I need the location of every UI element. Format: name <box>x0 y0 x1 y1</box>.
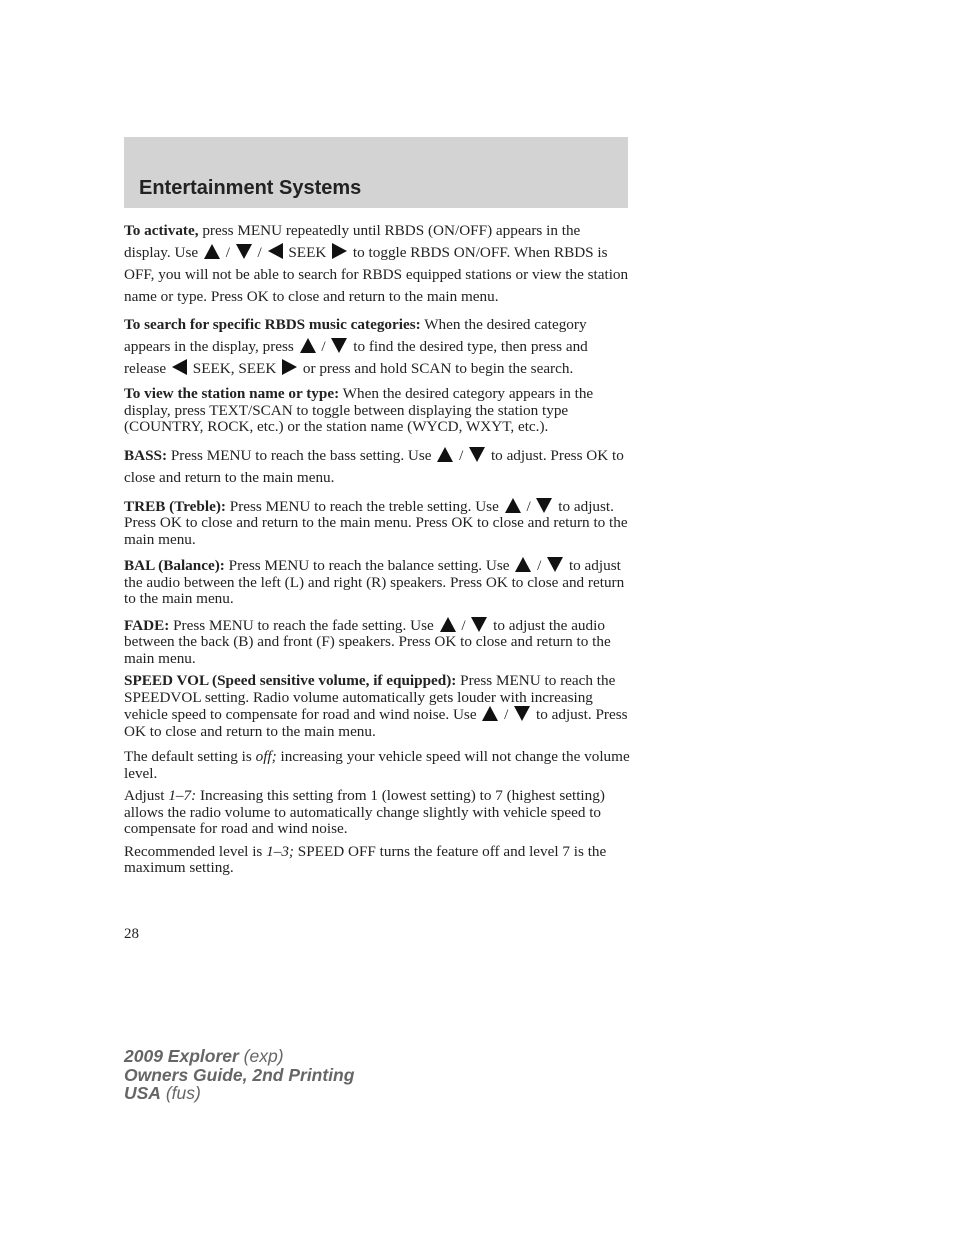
search-text-4: or press and hold SCAN to begin the search. <box>299 360 574 377</box>
speedvol-text-1: Press MENU to reach the SPEEDVOL setting. Radio volume automatically gets louder with increasing vehicle speed to compensate for road and wind noise. Use <box>124 672 616 723</box>
treb-label: TREB (Treble): <box>124 497 226 515</box>
adjust-text-2: Increasing this setting from 1 (lowest setting) to 7 (highest setting) allows the radio volume to automatically change slightly with vehicle speed to compensate for road and wind noise. <box>124 787 605 837</box>
footer <box>124 1047 354 1103</box>
search-text-1: When the desired category appears in the display, press <box>124 316 587 355</box>
paragraph-treb <box>124 498 630 549</box>
paragraph-fade <box>124 617 630 668</box>
default-em: off; <box>255 748 277 765</box>
arrow-up-icon <box>437 447 453 462</box>
arrow-down-icon <box>236 244 252 259</box>
slash: / <box>317 338 330 355</box>
speedvol-label: SPEED VOL (Speed sensitive volume, if equipped): <box>124 672 457 689</box>
arrow-up-icon <box>505 498 521 513</box>
arrow-left-icon <box>268 243 283 259</box>
footer-model-code: (exp) <box>238 1046 284 1066</box>
paragraph-search <box>124 314 630 380</box>
arrow-up-icon <box>440 617 456 632</box>
fade-label: FADE: <box>124 616 170 634</box>
page-number: 28 <box>124 926 139 942</box>
footer-line-1 <box>124 1047 354 1066</box>
fade-text-2: to adjust the audio between the back (B) and front (F) speakers. Press OK to close and return to the main menu. <box>124 616 611 667</box>
default-text-2: increasing your vehicle speed will not change the volume level. <box>124 748 630 782</box>
view-text-1: When the desired category appears in the display, press TEXT/SCAN to toggle between displaying the station type (COUNTRY, ROCK, etc.) or the station name (WYCD, WXYT, etc.). <box>124 385 594 435</box>
arrow-down-icon <box>536 498 552 513</box>
slash: / <box>457 616 470 634</box>
arrow-up-icon <box>300 338 316 353</box>
search-label: To search for specific RBDS music categories: <box>124 316 421 333</box>
arrow-down-icon <box>547 557 563 572</box>
arrow-down-icon <box>514 706 530 721</box>
bass-text-1: Press MENU to reach the bass setting. Use <box>167 446 436 464</box>
activate-text-1: press MENU repeatedly until RBDS (ON/OFF) appears in the display. Use <box>124 222 581 261</box>
paragraph-activate <box>124 220 630 308</box>
bass-text-2: to adjust. Press OK to close and return to the main menu. <box>124 446 624 486</box>
paragraph-view <box>124 386 630 436</box>
paragraph-default <box>124 749 630 782</box>
search-text-2: to find the desired type, then press and release <box>124 338 588 377</box>
footer-line-2 <box>124 1066 354 1085</box>
arrow-down-icon <box>471 617 487 632</box>
slash: / <box>455 446 468 464</box>
paragraph-speedvol <box>124 673 630 740</box>
fade-text-1: Press MENU to reach the fade setting. Use <box>169 616 438 634</box>
arrow-down-icon <box>331 338 347 353</box>
section-title: Entertainment Systems <box>139 177 362 199</box>
paragraph-bal <box>124 557 630 608</box>
page-content <box>124 220 630 883</box>
search-text-3: SEEK, SEEK <box>188 360 281 377</box>
footer-region-code: (fus) <box>160 1083 201 1103</box>
bal-text-1: Press MENU to reach the balance setting. Use <box>224 557 514 574</box>
arrow-down-icon <box>469 447 485 462</box>
arrow-up-icon <box>204 244 220 259</box>
activate-text-3: to toggle RBDS ON/OFF. When RBDS is OFF, you will not be able to search for RBDS equipped stations or view the station name or type. Press OK to close and return to the main menu. <box>124 244 629 305</box>
arrow-right-icon <box>332 243 347 259</box>
view-label: To view the station name or type: <box>124 385 340 402</box>
paragraph-bass <box>124 445 630 489</box>
bal-label: BAL (Balance): <box>124 557 225 574</box>
arrow-right-icon <box>282 359 297 375</box>
default-text-1: The default setting is <box>124 748 256 765</box>
footer-line-3 <box>124 1084 354 1103</box>
footer-region: USA <box>124 1083 161 1103</box>
slash: / <box>253 244 266 261</box>
footer-guide: Owners Guide, 2nd Printing <box>124 1064 355 1085</box>
adjust-text-1: Adjust <box>124 787 169 804</box>
slash: / <box>533 557 546 574</box>
footer-model: 2009 Explorer <box>124 1046 239 1066</box>
slash: / <box>221 244 234 261</box>
paragraph-adjust <box>124 788 630 838</box>
adjust-em: 1–7: <box>168 787 197 804</box>
treb-text-1: Press MENU to reach the treble setting. Use <box>225 497 503 515</box>
slash: / <box>500 706 513 723</box>
recommended-text-1: Recommended level is <box>124 842 267 860</box>
paragraph-recommended <box>124 844 630 877</box>
activate-text-2: SEEK <box>284 244 331 261</box>
bass-label: BASS: <box>124 446 168 464</box>
bal-text-2: to adjust the audio between the left (L) and right (R) speakers. Press OK to close and return to the main menu. <box>124 557 625 607</box>
treb-text-2: to adjust. Press OK to close and return to the main menu. Press OK to close and return to the main menu. <box>124 497 628 548</box>
arrow-left-icon <box>172 359 187 375</box>
arrow-up-icon <box>515 557 531 572</box>
recommended-text-2: SPEED OFF turns the feature off and level 7 is the maximum setting. <box>124 842 607 876</box>
recommended-em: 1–3; <box>266 842 294 860</box>
activate-label: To activate, <box>124 222 199 239</box>
slash: / <box>522 497 535 515</box>
speedvol-text-2: to adjust. Press OK to close and return to the main menu. <box>124 706 628 740</box>
arrow-up-icon <box>482 706 498 721</box>
